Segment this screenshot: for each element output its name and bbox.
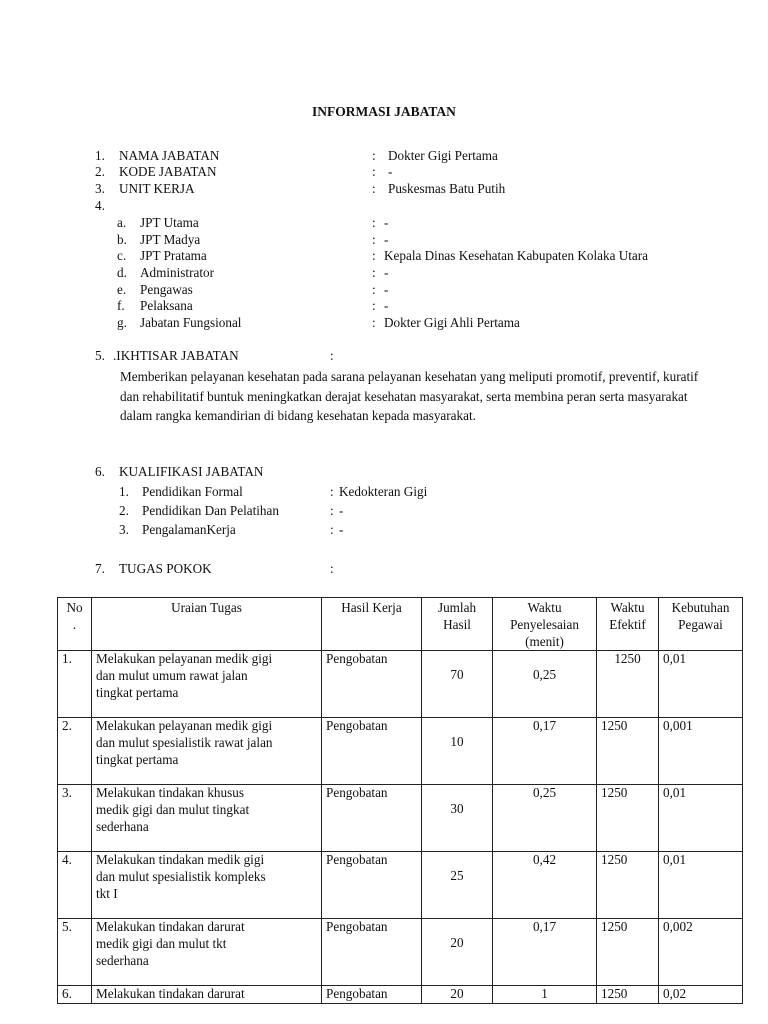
kualifikasi-number: 1. <box>119 484 129 499</box>
field-number: 4. <box>95 198 105 213</box>
section-number: 6. <box>95 464 105 479</box>
sub-field-label: Pelaksana <box>140 298 193 313</box>
cell-kebutuhan: 0,02 <box>659 986 743 1004</box>
field-label: UNIT KERJA <box>119 181 195 196</box>
sub-field-value: - <box>384 265 389 280</box>
cell-no: 6. <box>58 986 92 1004</box>
sub-field-colon: : <box>372 265 376 280</box>
sub-field-value: - <box>384 282 389 297</box>
cell-waktu: 1 <box>493 986 597 1004</box>
sub-field-label: JPT Utama <box>140 215 199 230</box>
kualifikasi-value: - <box>339 503 344 518</box>
kualifikasi-colon: : <box>330 522 334 537</box>
sub-field-colon: : <box>372 232 376 247</box>
cell-kebutuhan: 0,001 <box>659 718 743 785</box>
cell-kebutuhan: 0,01 <box>659 785 743 852</box>
cell-uraian: Melakukan tindakan khusus medik gigi dan mulut tingkat sederhana <box>92 785 322 852</box>
section-label: KUALIFIKASI JABATAN <box>119 464 264 479</box>
sub-field-value: Dokter Gigi Ahli Pertama <box>384 315 520 330</box>
cell-efektif: 1250 <box>597 785 659 852</box>
kualifikasi-label: PengalamanKerja <box>142 522 236 537</box>
header-jumlah: Jumlah Hasil <box>422 598 493 651</box>
cell-uraian: Melakukan tindakan darurat medik gigi dan mulut tkt sederhana <box>92 919 322 986</box>
sub-field-letter: a. <box>117 215 127 230</box>
section-colon: : <box>330 348 334 363</box>
sub-field-colon: : <box>372 282 376 297</box>
sub-field-label: JPT Pratama <box>140 248 207 263</box>
section-number: 7. <box>95 561 105 576</box>
sub-field-letter: e. <box>117 282 127 297</box>
kualifikasi-colon: : <box>330 484 334 499</box>
sub-field-letter: g. <box>117 315 127 330</box>
field-label: KODE JABATAN <box>119 164 217 179</box>
document-title: INFORMASI JABATAN <box>312 104 456 119</box>
field-number: 3. <box>95 181 105 196</box>
cell-no: 4. <box>58 852 92 919</box>
kualifikasi-value: - <box>339 522 344 537</box>
section-label: .IKHTISAR JABATAN <box>113 348 239 363</box>
sub-field-letter: f. <box>117 298 125 313</box>
cell-hasil: Pengobatan <box>322 651 422 718</box>
cell-efektif: 1250 <box>597 852 659 919</box>
cell-hasil: Pengobatan <box>322 986 422 1004</box>
cell-uraian: Melakukan pelayanan medik gigi dan mulut spesialistik rawat jalan tingkat pertama <box>92 718 322 785</box>
cell-kebutuhan: 0,01 <box>659 852 743 919</box>
cell-no: 3. <box>58 785 92 852</box>
cell-jumlah: 20 <box>422 919 493 986</box>
field-number: 1. <box>95 148 105 163</box>
table-row <box>58 785 743 852</box>
field-value: - <box>388 164 393 179</box>
table-header-row <box>58 598 743 651</box>
cell-uraian: Melakukan tindakan darurat <box>92 986 322 1004</box>
header-waktu-efektif: Waktu Efektif <box>597 598 659 651</box>
field-colon: : <box>372 181 376 196</box>
kualifikasi-colon: : <box>330 503 334 518</box>
kualifikasi-label: Pendidikan Formal <box>142 484 243 499</box>
section-colon: : <box>330 561 334 576</box>
cell-no: 5. <box>58 919 92 986</box>
cell-efektif: 1250 <box>597 651 659 718</box>
header-waktu-penyelesaian: Waktu Penyelesaian (menit) <box>493 598 597 651</box>
table-row <box>58 651 743 718</box>
sub-field-letter: d. <box>117 265 127 280</box>
cell-hasil: Pengobatan <box>322 919 422 986</box>
sub-field-label: JPT Madya <box>140 232 201 247</box>
ikhtisar-paragraph: Memberikan pelayanan kesehatan pada sarana pelayanan kesehatan yang meliputi promotif, preventif, kuratif dan rehabilitatif buntuk meningkatkan derajat kesehatan masyarakat, serta membina peran serta masyarakat dalam rangka kemandirian di bidang kesehatan kepada masyarakat. <box>120 369 699 424</box>
kualifikasi-number: 3. <box>119 522 129 537</box>
field-colon: : <box>372 148 376 163</box>
field-value: Puskesmas Batu Putih <box>388 181 506 196</box>
cell-kebutuhan: 0,002 <box>659 919 743 986</box>
cell-waktu: 0,17 <box>493 718 597 785</box>
field-number: 2. <box>95 164 105 179</box>
header-kebutuhan: Kebutuhan Pegawai <box>659 598 743 651</box>
field-colon: : <box>372 164 376 179</box>
kualifikasi-value: Kedokteran Gigi <box>339 484 428 499</box>
cell-waktu: 0,42 <box>493 852 597 919</box>
sub-field-label: Pengawas <box>140 282 193 297</box>
cell-jumlah: 30 <box>422 785 493 852</box>
cell-efektif: 1250 <box>597 718 659 785</box>
tugas-pokok-table <box>57 597 743 1004</box>
cell-waktu: 0,25 <box>493 785 597 852</box>
sub-field-letter: b. <box>117 232 127 247</box>
header-hasil: Hasil Kerja <box>322 598 422 651</box>
cell-jumlah: 20 <box>422 986 493 1004</box>
section-label: TUGAS POKOK <box>119 561 212 576</box>
header-uraian: Uraian Tugas <box>92 598 322 651</box>
sub-field-value: - <box>384 298 389 313</box>
cell-jumlah: 10 <box>422 718 493 785</box>
field-value: Dokter Gigi Pertama <box>388 148 498 163</box>
cell-no: 2. <box>58 718 92 785</box>
sub-field-letter: c. <box>117 248 127 263</box>
cell-kebutuhan: 0,01 <box>659 651 743 718</box>
cell-uraian: Melakukan pelayanan medik gigi dan mulut umum rawat jalan tingkat pertama <box>92 651 322 718</box>
sub-field-value: - <box>384 215 389 230</box>
cell-efektif: 1250 <box>597 919 659 986</box>
sub-field-colon: : <box>372 315 376 330</box>
cell-uraian: Melakukan tindakan medik gigi dan mulut spesialistik kompleks tkt I <box>92 852 322 919</box>
sub-field-colon: : <box>372 248 376 263</box>
sub-field-colon: : <box>372 215 376 230</box>
cell-no: 1. <box>58 651 92 718</box>
sub-field-value: Kepala Dinas Kesehatan Kabupaten Kolaka Utara <box>384 248 649 263</box>
cell-hasil: Pengobatan <box>322 718 422 785</box>
cell-hasil: Pengobatan <box>322 785 422 852</box>
cell-jumlah: 70 <box>422 651 493 718</box>
cell-waktu: 0,25 <box>493 651 597 718</box>
table-row <box>58 852 743 919</box>
kualifikasi-number: 2. <box>119 503 129 518</box>
sub-field-colon: : <box>372 298 376 313</box>
header-no: No . <box>58 598 92 651</box>
field-label: NAMA JABATAN <box>119 148 220 163</box>
table-row <box>58 718 743 785</box>
kualifikasi-label: Pendidikan Dan Pelatihan <box>142 503 279 518</box>
cell-jumlah: 25 <box>422 852 493 919</box>
cell-hasil: Pengobatan <box>322 852 422 919</box>
sub-field-label: Jabatan Fungsional <box>140 315 242 330</box>
section-number: 5. <box>95 348 105 363</box>
cell-waktu: 0,17 <box>493 919 597 986</box>
sub-field-value: - <box>384 232 389 247</box>
sub-field-label: Administrator <box>140 265 214 280</box>
cell-efektif: 1250 <box>597 986 659 1004</box>
table-row <box>58 986 743 1004</box>
table-row <box>58 919 743 986</box>
